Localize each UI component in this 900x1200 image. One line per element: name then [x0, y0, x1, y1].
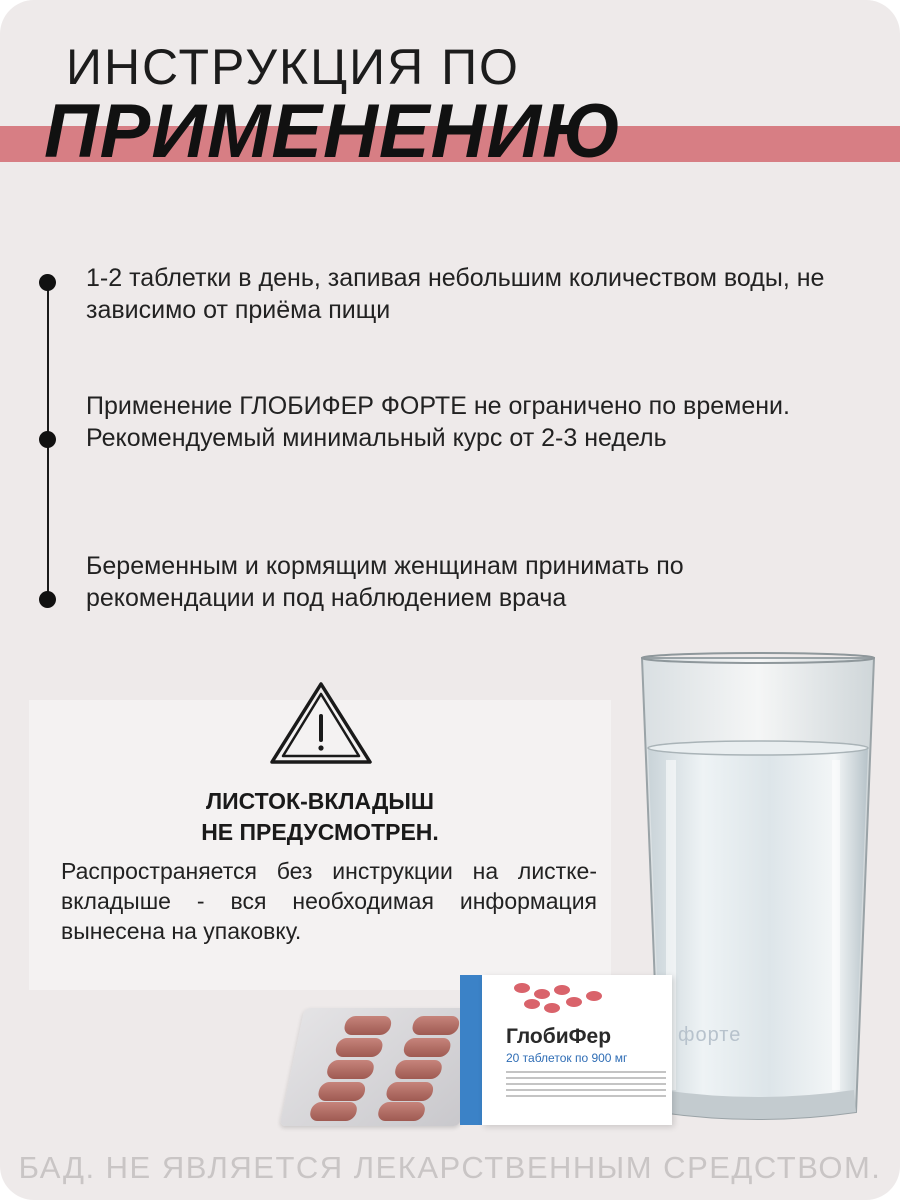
red-cell-graphic [524, 999, 540, 1009]
tablet [309, 1102, 359, 1121]
water-glass-image [636, 650, 880, 1130]
product-variant: форте [678, 1024, 742, 1046]
step-3-text: Беременным и кормящим женщинам принимать по рекомендации и под наблюдением врача [86, 552, 684, 612]
tablet [411, 1016, 461, 1035]
red-cell-graphic [566, 997, 582, 1007]
red-cell-graphic [514, 983, 530, 993]
box-side-panel [460, 975, 482, 1125]
red-cell-graphic [586, 991, 602, 1001]
tablet [343, 1016, 393, 1035]
warning-triangle-icon [268, 680, 374, 766]
tablet [334, 1038, 384, 1057]
timeline-dot [39, 591, 56, 608]
tablet [325, 1060, 375, 1079]
notice-heading-line1: ЛИСТОК-ВКЛАДЫШ [205, 788, 435, 814]
product-box-image [460, 975, 670, 1125]
product-package-text: 20 таблеток по 900 мг [506, 1051, 628, 1065]
step-2-text: Применение ГЛОБИФЕР ФОРТЕ не ограничено по времени. Рекомендуемый минимальный курс от 2-3 недель [86, 392, 790, 452]
notice-heading [29, 786, 611, 848]
box-fine-print [506, 1071, 666, 1101]
red-cell-graphic [544, 1003, 560, 1013]
product-brand: ГлобиФер [506, 1025, 612, 1048]
notice-body: Распространяется без инструкции на листке-вкладыше - вся необходимая информация вынесена на упаковку. [61, 858, 597, 944]
red-cell-graphic [534, 989, 550, 999]
page-title-line2: ПРИМЕНЕНИЮ [44, 89, 623, 174]
tablet [393, 1060, 443, 1079]
timeline-dot [39, 431, 56, 448]
tablet [317, 1082, 367, 1101]
tablet [402, 1038, 452, 1057]
red-cell-graphic [554, 985, 570, 995]
box-front-panel [482, 975, 672, 1125]
tablet [385, 1082, 435, 1101]
page-title-line1: ИНСТРУКЦИЯ ПО [66, 39, 520, 95]
tablet [377, 1102, 427, 1121]
timeline-dot [39, 274, 56, 291]
footer-disclaimer: БАД. НЕ ЯВЛЯЕТСЯ ЛЕКАРСТВЕННЫМ СРЕДСТВОМ. [18, 1150, 882, 1185]
notice-heading-line2: НЕ ПРЕДУСМОТРЕН. [201, 819, 439, 845]
step-1-text: 1-2 таблетки в день, запивая небольшим количеством воды, не зависимо от приёма пищи [86, 264, 825, 324]
blister-pack-image [279, 1008, 484, 1126]
